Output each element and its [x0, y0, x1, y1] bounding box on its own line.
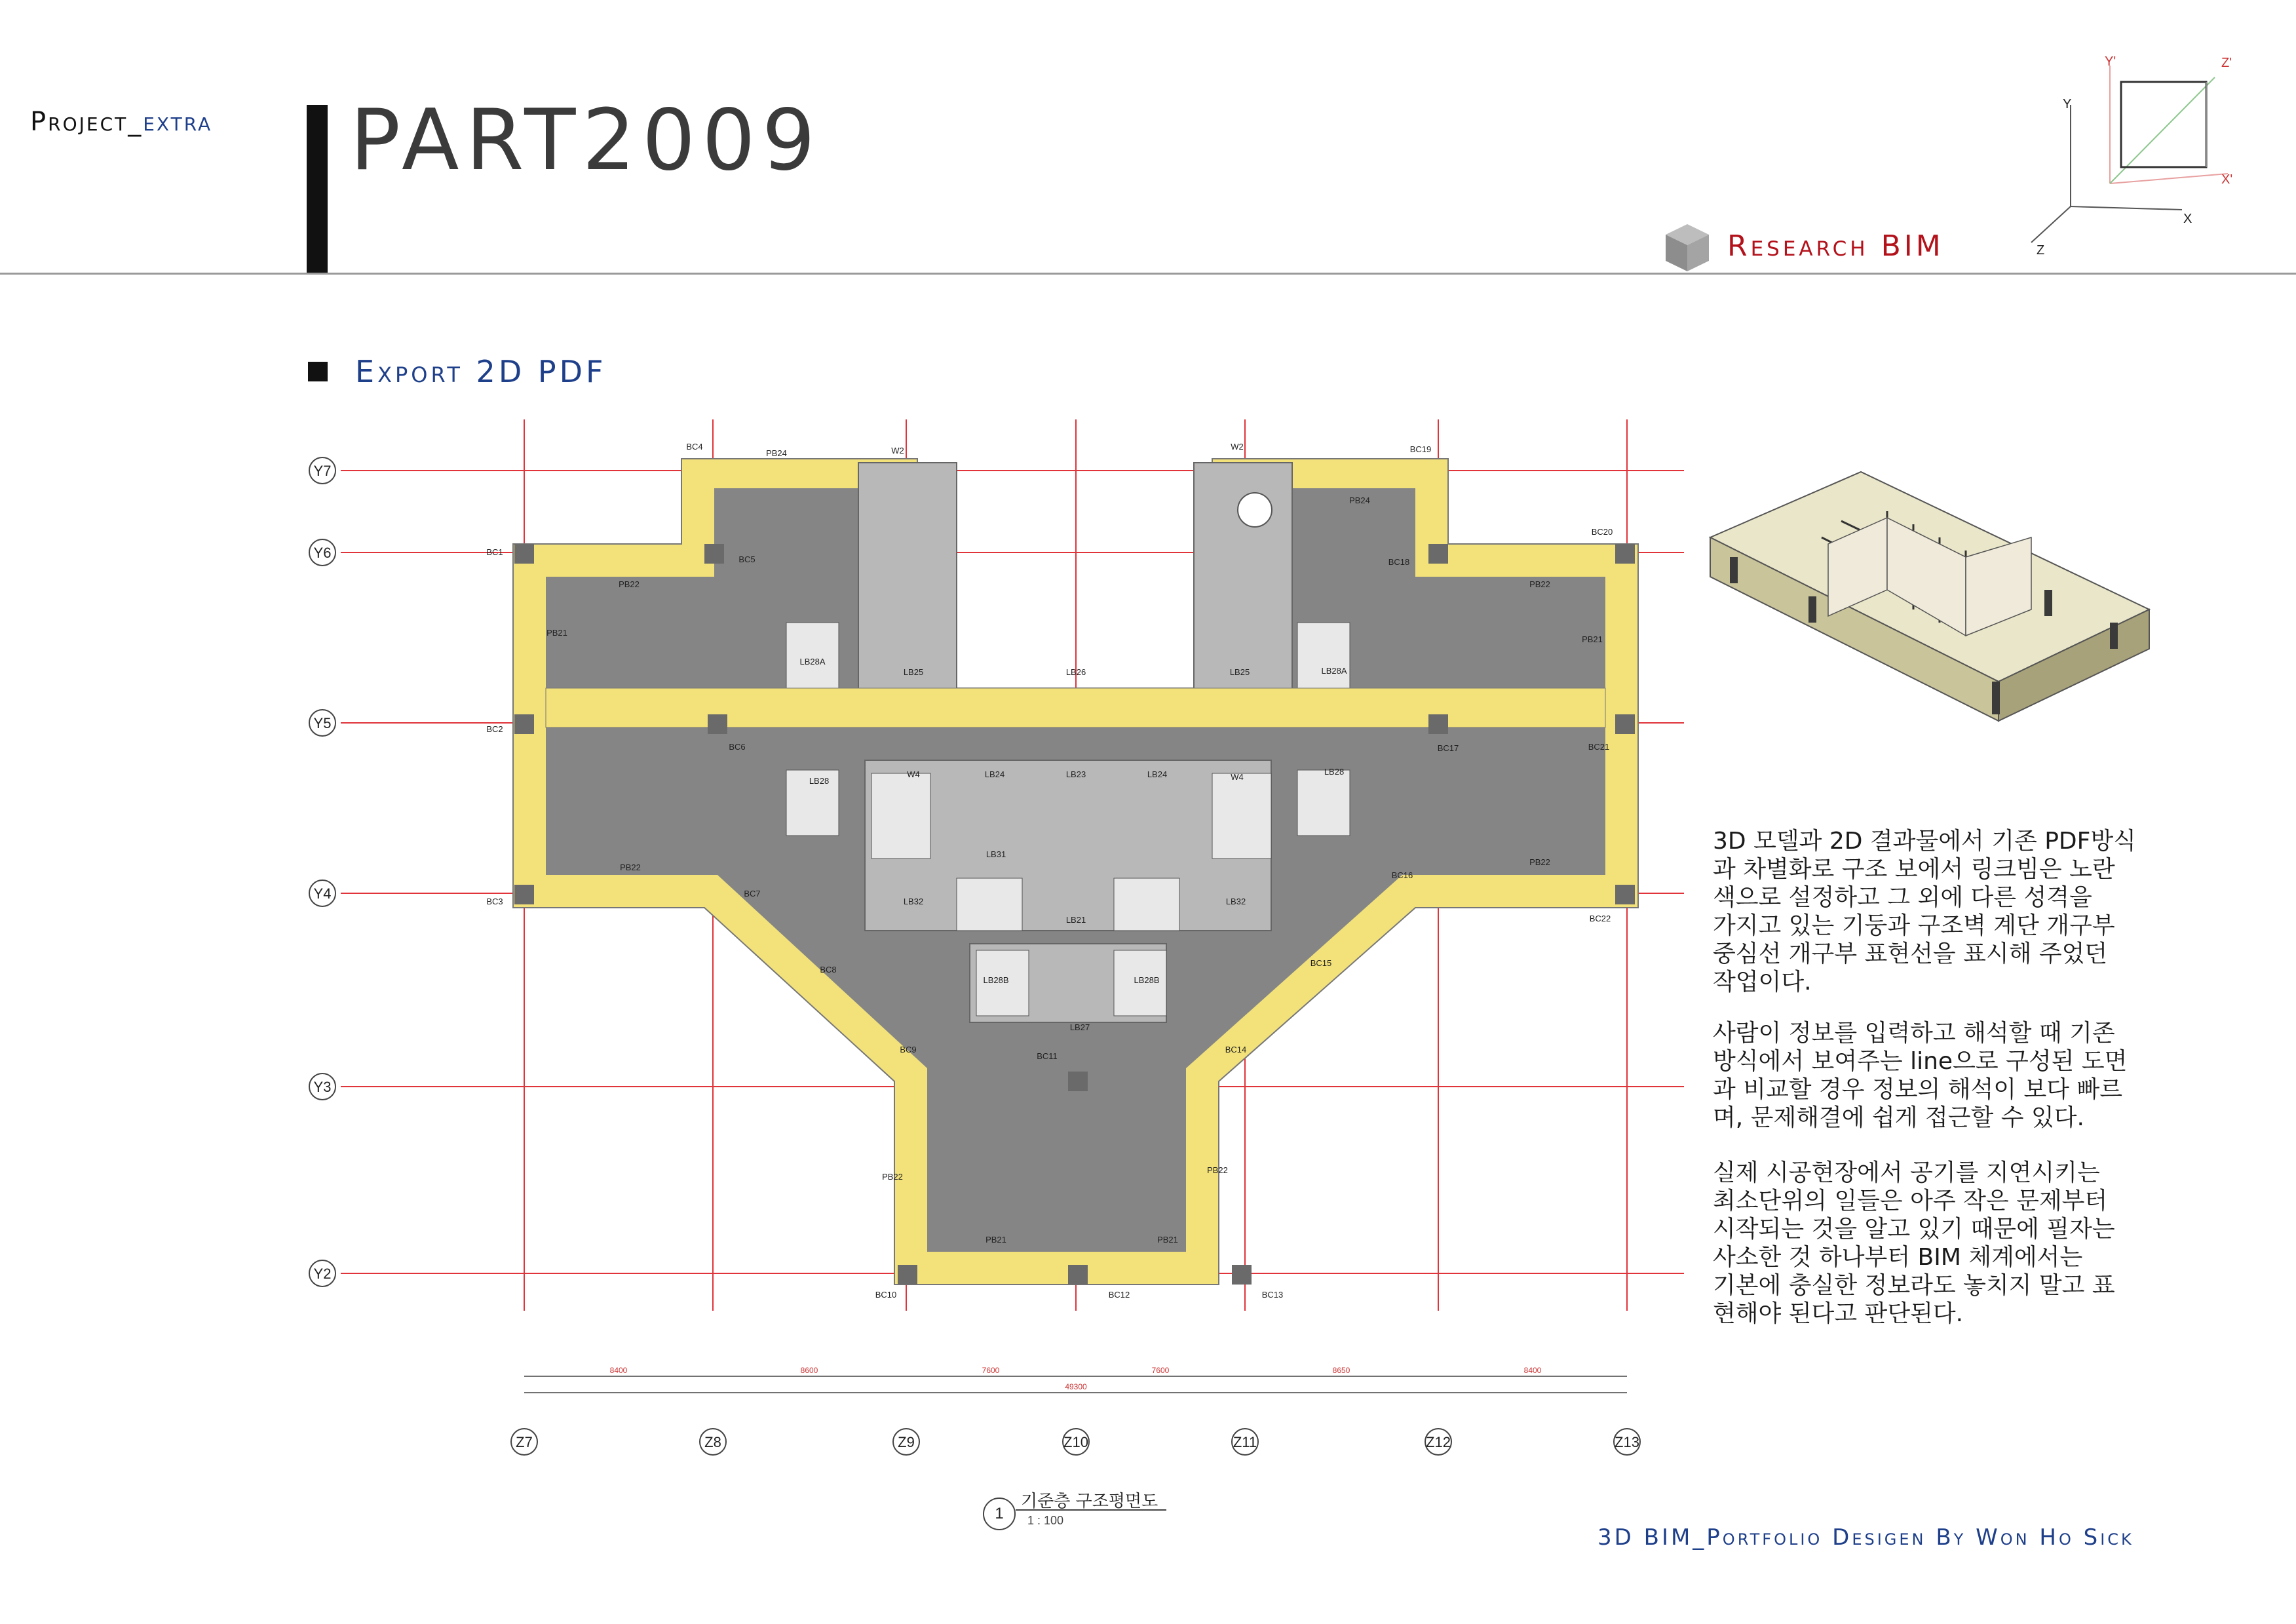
project-label [30, 107, 212, 137]
grid-bubble-label: Y2 [313, 1266, 332, 1282]
axis-icon [2018, 52, 2241, 262]
header-divider-bar [307, 105, 328, 274]
element-label: BC7 [744, 889, 761, 899]
axis-label: Z [2037, 243, 2045, 258]
grid-bubble-label: Z13 [1615, 1434, 1639, 1450]
dimension-label: 8650 [1332, 1366, 1350, 1375]
description-paragraph: 3D 모델과 2D 결과물에서 기존 PDF방식 과 차별화로 구조 보에서 링크빔은 노란 색으로 설정하고 그 외에 다른 성격을 가지고 있는 기둥과 구조벽 계단 개구부 중심선 개구부 표현선을 표시해 주었던 작업이다. [1713, 828, 2136, 996]
element-label: BC14 [1225, 1045, 1247, 1054]
element-label: LB28B [1134, 975, 1160, 985]
element-label: W4 [907, 769, 920, 779]
dimension-label: 8400 [609, 1366, 628, 1375]
axis-label: Z' [2221, 56, 2232, 70]
project-suffix: extra [143, 107, 213, 137]
element-label: BC18 [1388, 557, 1410, 567]
grid-bubble-label: Y4 [313, 885, 332, 902]
element-label: BC17 [1437, 743, 1459, 753]
element-label: BC10 [875, 1290, 897, 1300]
isometric-model-image [1691, 459, 2162, 760]
element-label: BC13 [1261, 1290, 1284, 1300]
element-label: BC3 [486, 897, 503, 906]
grid-bubble-label: Y3 [313, 1079, 332, 1095]
description-paragraph: 실제 시공현장에서 공기를 지연시키는 최소단위의 일들은 아주 작은 문제부터 시작되는 것을 알고 있기 때문에 필자는 사소한 것 하나부터 BIM 체계에서는 기본에 충실한 정보라도 놓치지 말고 표 현해야 된다고 판단된다. [1713, 1159, 2115, 1327]
element-label: BC12 [1108, 1290, 1130, 1300]
element-label: BC22 [1589, 914, 1611, 923]
element-label: PB21 [985, 1235, 1006, 1245]
element-label: LB25 [903, 667, 924, 677]
element-label: PB21 [546, 628, 567, 638]
element-label: W2 [1231, 442, 1244, 452]
element-label: LB28A [1321, 666, 1347, 676]
element-label: LB32 [1225, 897, 1246, 906]
total-dimension-label: 49300 [1065, 1382, 1087, 1391]
element-label: PB22 [1207, 1165, 1228, 1175]
element-label: BC2 [486, 724, 503, 734]
grid-bubble-label: Y7 [313, 463, 332, 479]
element-label: BC6 [729, 742, 746, 752]
element-label: BC9 [900, 1045, 917, 1054]
cube-icon [1664, 223, 1710, 273]
header-rule [0, 273, 2296, 275]
element-label: PB24 [766, 448, 787, 458]
element-label: PB22 [1529, 857, 1550, 867]
section-title: Export 2D PDF [355, 354, 607, 389]
axis-label: X [2183, 212, 2192, 226]
grid-bubble-label: Z12 [1426, 1434, 1451, 1450]
element-label: LB23 [1065, 769, 1086, 779]
grid-bubble-label: Y6 [313, 545, 332, 561]
grid-bubble-label: Y5 [313, 715, 332, 731]
element-label: LB31 [985, 849, 1006, 859]
drawing-scale: 1 : 100 [1027, 1514, 1064, 1527]
element-label: LB24 [984, 769, 1005, 779]
section-label: Research BIM [1727, 229, 1944, 263]
grid-bubble-label: Z9 [898, 1434, 915, 1450]
floor-plan [288, 413, 1704, 1488]
dimension-label: 8400 [1523, 1366, 1542, 1375]
element-label: BC20 [1591, 527, 1613, 537]
element-label: W2 [891, 446, 904, 455]
element-label: BC16 [1391, 870, 1413, 880]
element-label: PB21 [1582, 634, 1603, 644]
element-label: PB22 [882, 1172, 903, 1182]
element-label: LB28 [809, 776, 830, 786]
element-label: PB24 [1349, 495, 1370, 505]
grid-bubble-label: Z10 [1063, 1434, 1088, 1450]
element-label: BC19 [1409, 444, 1432, 454]
axis-label: Y [2063, 97, 2072, 111]
element-label: BC4 [686, 442, 703, 452]
element-label: BC11 [1037, 1051, 1058, 1061]
dimension-label: 8600 [800, 1366, 818, 1375]
axis-label: Y' [2105, 54, 2116, 69]
element-label: BC15 [1310, 958, 1332, 968]
axis-label: X' [2221, 172, 2233, 187]
element-label: LB28 [1324, 767, 1345, 777]
description-paragraph: 사람이 정보를 입력하고 해석할 때 기존 방식에서 보여주는 line으로 구성된 도면 과 비교할 경우 정보의 해석이 보다 빠르 며, 문제해결에 쉽게 접근할 수 있다. [1713, 1020, 2128, 1131]
element-label: BC1 [486, 547, 503, 557]
element-label: PB22 [619, 579, 640, 589]
element-label: BC21 [1588, 742, 1610, 752]
dimension-label: 7600 [982, 1366, 1000, 1375]
element-label: LB28A [799, 657, 826, 667]
element-label: PB22 [1529, 579, 1550, 589]
element-label: LB25 [1229, 667, 1250, 677]
grid-bubble-label: Z7 [516, 1434, 533, 1450]
grid-bubble-label: Z8 [704, 1434, 721, 1450]
element-label: LB26 [1065, 667, 1086, 677]
footer-credit: 3D BIM_Portfolio Desigen By Won Ho Sick [1598, 1524, 2134, 1551]
element-label: PB22 [620, 862, 641, 872]
drawing-number: 1 [983, 1498, 1016, 1530]
grid-bubble-label: Z11 [1233, 1434, 1257, 1450]
page-title: PART2009 [350, 92, 822, 189]
element-label: BC8 [820, 965, 837, 975]
element-label: BC5 [738, 554, 756, 564]
dimension-label: 7600 [1151, 1366, 1170, 1375]
drawing-title: 기준층 구조평면도 [1021, 1492, 1158, 1511]
element-label: PB21 [1157, 1235, 1178, 1245]
element-label: LB32 [903, 897, 924, 906]
element-label: W4 [1231, 772, 1244, 782]
element-label: LB28B [983, 975, 1009, 985]
section-bullet [308, 362, 328, 381]
element-label: LB27 [1069, 1022, 1090, 1032]
element-label: LB24 [1147, 769, 1168, 779]
project-prefix: Project_ [30, 107, 144, 137]
element-label: LB21 [1065, 915, 1086, 925]
